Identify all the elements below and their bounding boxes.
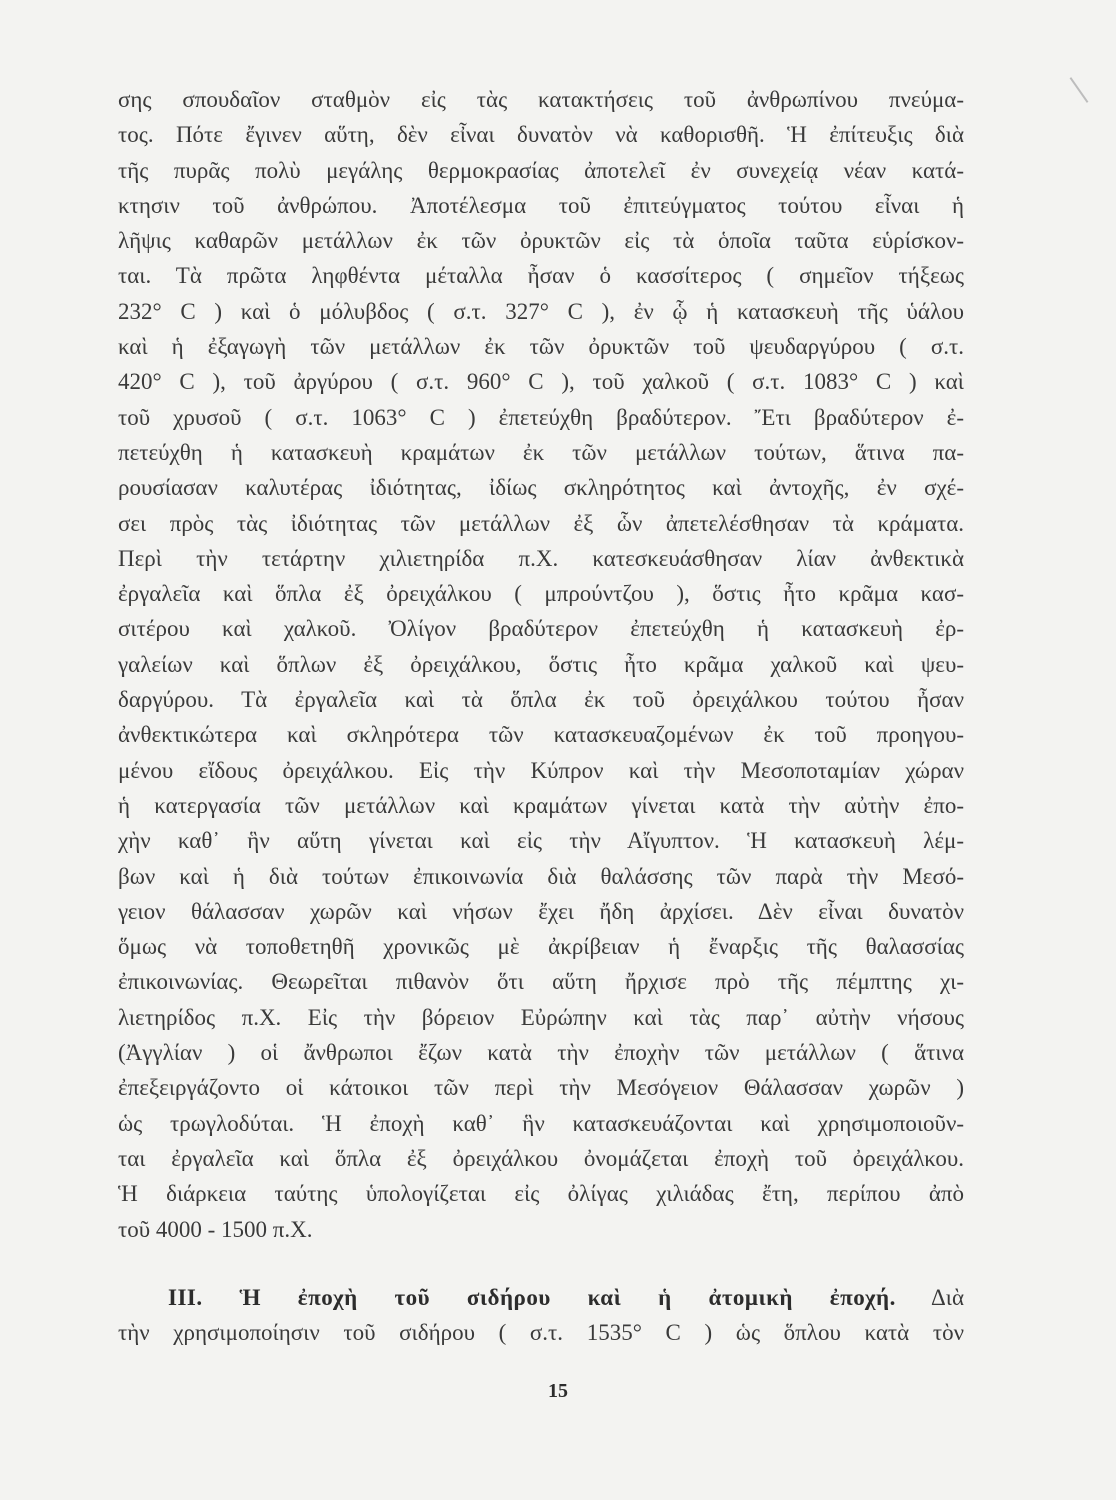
text-line: (Ἀγγλίαν ) οἱ ἄνθρωποι ἔζων κατὰ τὴν ἐποχὴν τῶν μετάλλων ( ἅτινα [118,1040,964,1066]
page-number: 15 [548,1380,568,1402]
text-line: γειον θάλασσαν χωρῶν καὶ νήσων ἔχει ἤδη ἀρχίσει. Δὲν εἶναι δυνατὸν [118,898,964,924]
text-line: ἐπικοινωνίας. Θεωρεῖται πιθανὸν ὅτι αὕτη ἤρχισε πρὸ τῆς πέμπτης χι- [118,969,964,995]
text-line: ἀνθεκτικώτερα καὶ σκληρότερα τῶν κατασκευαζομένων ἐκ τοῦ προηγου- [118,722,964,748]
text-line: τοῦ 4000 - 1500 π.Χ. [118,1216,313,1242]
text-line: ὡς τρωγλοδύται. Ἡ ἐποχὴ καθ᾽ ἣν κατασκευάζονται καὶ χρησιμοποιοῦν- [118,1110,964,1136]
text-line: τος. Πότε ἔγινεν αὕτη, δὲν εἶναι δυνατὸν νὰ καθορισθῆ. Ἡ ἐπίτευξις διὰ [118,122,964,148]
body-paragraph [118,82,964,1247]
text-line: τὴν χρησιμοποίησιν τοῦ σιδήρου ( σ.τ. 1535° C ) ὡς ὅπλου κατὰ τὸν [118,1320,964,1346]
text-line: μένου εἴδους ὀρειχάλκου. Εἰς τὴν Κύπρον καὶ τὴν Μεσοποταμίαν χώραν [118,757,964,783]
text-line: ἐπεξειργάζοντο οἱ κάτοικοι τῶν περὶ τὴν Μεσόγειον Θάλασσαν χωρῶν ) [118,1075,964,1101]
section-heading: III. Ἡ ἐποχὴ τοῦ σιδήρου καὶ ἡ ἀτομικὴ ἐποχή. [168,1285,896,1310]
section-iii [118,1280,964,1351]
text-line: Περὶ τὴν τετάρτην χιλιετηρίδα π.Χ. κατεσκευάσθησαν λίαν ἀνθεκτικὰ [118,545,964,571]
text-line: Ἡ διάρκεια ταύτης ὑπολογίζεται εἰς ὀλίγας χιλιάδας ἔτη, περίπου ἀπὸ [118,1181,964,1207]
text-line: 232° C ) καὶ ὁ μόλυβδος ( σ.τ. 327° C ), ἐν ᾧ ἡ κατασκευὴ τῆς ὑάλου [118,298,964,324]
text-line: καὶ ἡ ἐξαγωγὴ τῶν μετάλλων ἐκ τῶν ὀρυκτῶν τοῦ ψευδαργύρου ( σ.τ. [118,334,964,360]
text-line: ἡ κατεργασία τῶν μετάλλων καὶ κραμάτων γίνεται κατὰ τὴν αὐτὴν ἐπο- [118,792,964,818]
text-line: δαργύρου. Τὰ ἐργαλεῖα καὶ τὰ ὅπλα ἐκ τοῦ ὀρειχάλκου τούτου ἦσαν [118,687,964,713]
text-line: γαλείων καὶ ὅπλων ἐξ ὀρειχάλκου, ὅστις ἦτο κρᾶμα χαλκοῦ καὶ ψευ- [118,651,964,677]
text-line: τῆς πυρᾶς πολὺ μεγάλης θερμοκρασίας ἀποτελεῖ ἐν συνεχείᾳ νέαν κατά- [118,157,964,183]
text-line: λῆψις καθαρῶν μετάλλων ἐκ τῶν ὀρυκτῶν εἰς τὰ ὁποῖα ταῦτα εὑρίσκον- [118,228,964,254]
text-line: σει πρὸς τὰς ἰδιότητας τῶν μετάλλων ἐξ ὧν ἀπετελέσθησαν τὰ κράματα. [118,510,964,536]
text-line: σης σπουδαῖον σταθμὸν εἰς τὰς κατακτήσεις τοῦ ἀνθρωπίνου πνεύμα- [118,87,964,112]
text-line: σιτέρου καὶ χαλκοῦ. Ὀλίγον βραδύτερον ἐπετεύχθη ἡ κατασκευὴ ἐρ- [118,616,964,642]
text-line: τοῦ χρυσοῦ ( σ.τ. 1063° C ) ἐπετεύχθη βραδύτερον. Ἔτι βραδύτερον ἐ- [118,404,964,430]
text-line: ται. Τὰ πρῶτα ληφθέντα μέταλλα ἦσαν ὁ κασσίτερος ( σημεῖον τήξεως [118,263,964,289]
section-heading-line [118,1280,964,1315]
text-line: πετεύχθη ἡ κατασκευὴ κραμάτων ἐκ τῶν μετάλλων τούτων, ἅτινα πα- [118,439,964,465]
text-line: ἐργαλεῖα καὶ ὅπλα ἐξ ὀρειχάλκου ( μπρούντζου ), ὅστις ἦτο κρᾶμα κασ- [118,581,964,607]
heading-continuation: Διὰ [930,1285,964,1310]
text-line: ρουσίασαν καλυτέρας ἰδιότητας, ἰδίως σκληρότητος καὶ ἀντοχῆς, ἐν σχέ- [118,475,964,501]
text-line: ὅμως νὰ τοποθετηθῆ χρονικῶς μὲ ἀκρίβειαν ἡ ἔναρξις τῆς θαλασσίας [118,934,964,960]
text-line: ται ἐργαλεῖα καὶ ὅπλα ἐξ ὀρειχάλκου ὀνομάζεται ἐποχὴ τοῦ ὀρειχάλκου. [118,1145,964,1171]
text-line: 420° C ), τοῦ ἀργύρου ( σ.τ. 960° C ), τοῦ χαλκοῦ ( σ.τ. 1083° C ) καὶ [118,369,964,395]
text-line: βων καὶ ἡ διὰ τούτων ἐπικοινωνία διὰ θαλάσσης τῶν παρὰ τὴν Μεσό- [118,863,964,889]
scan-artifact [1070,77,1089,103]
text-line: κτησιν τοῦ ἀνθρώπου. Ἀποτέλεσμα τοῦ ἐπιτεύγματος τούτου εἶναι ἡ [118,192,964,218]
text-line: λιετηρίδος π.Χ. Εἰς τὴν βόρειον Εὐρώπην καὶ τὰς παρ᾽ αὐτὴν νήσους [118,1004,964,1030]
text-line: χὴν καθ᾽ ἣν αὕτη γίνεται καὶ εἰς τὴν Αἴγυπτον. Ἡ κατασκευὴ λέμ- [118,828,964,854]
